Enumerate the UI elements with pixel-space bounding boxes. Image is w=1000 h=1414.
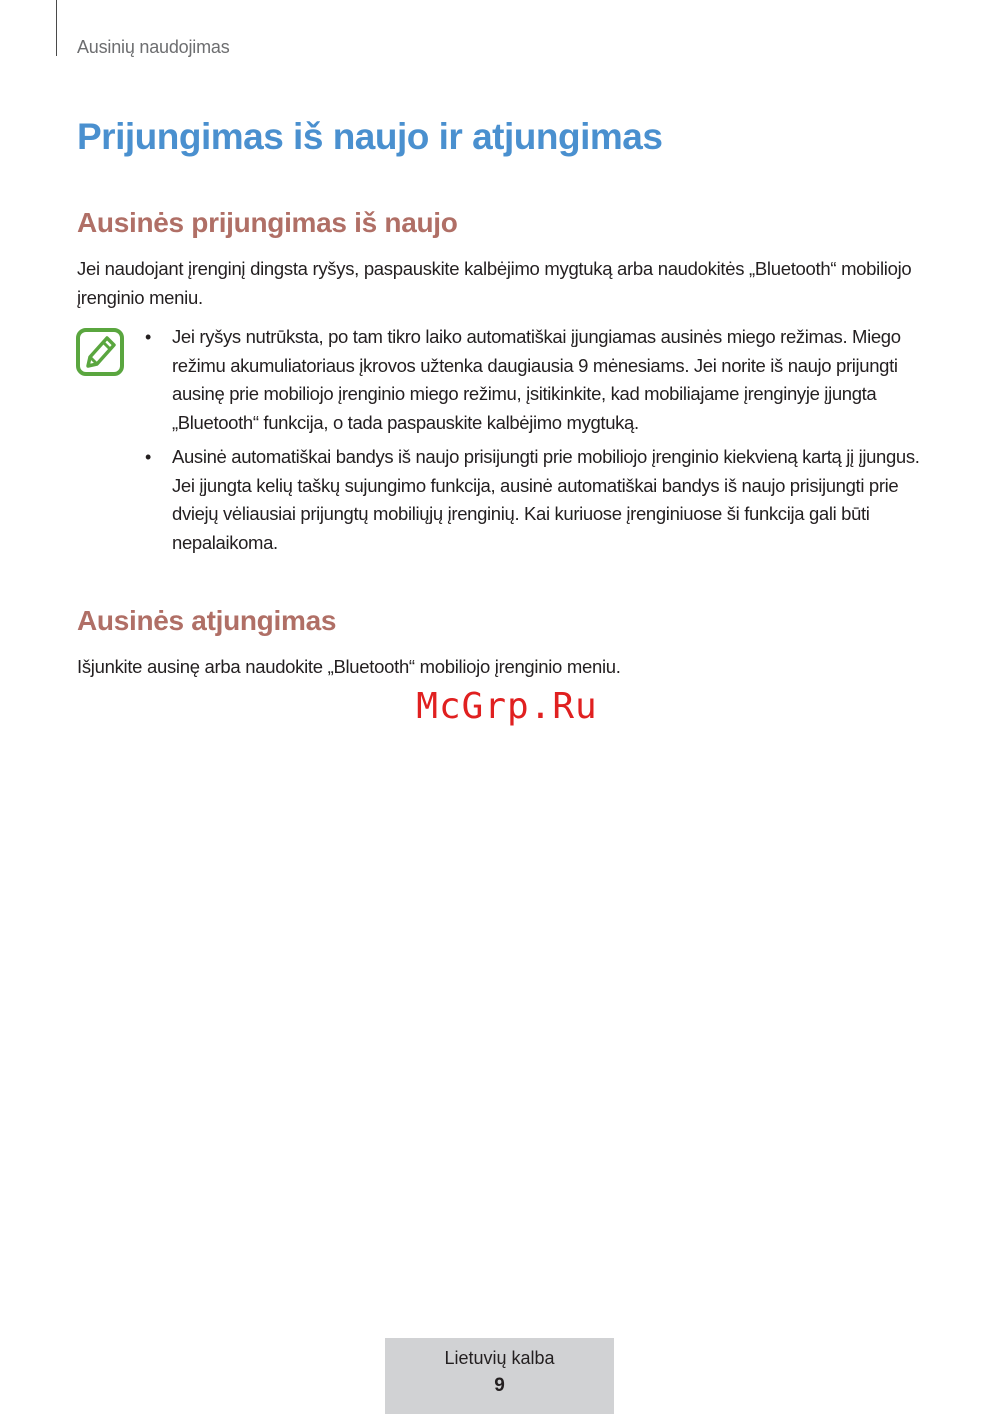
section-heading-disconnect: Ausinės atjungimas bbox=[77, 605, 337, 636]
page-number: 9 bbox=[494, 1375, 505, 1396]
note-pencil-icon bbox=[76, 328, 124, 376]
disconnect-paragraph: Išjunkite ausinę arba naudokite „Bluetooth“ mobiliojo įrenginio meniu. bbox=[77, 656, 621, 677]
footer-language: Lietuvių kalba bbox=[444, 1348, 555, 1368]
note-list-item bbox=[145, 443, 935, 557]
header-margin-line bbox=[56, 0, 57, 56]
running-header: Ausinių naudojimas bbox=[77, 37, 230, 57]
note-list-item bbox=[145, 323, 935, 437]
section-heading-reconnect: Ausinės prijungimas iš naujo bbox=[77, 207, 458, 238]
page-footer bbox=[385, 1338, 614, 1414]
page-title: Prijungimas iš naujo ir atjungimas bbox=[77, 116, 663, 157]
note-list bbox=[145, 323, 935, 563]
watermark: McGrp.Ru bbox=[416, 686, 598, 727]
bullet: • bbox=[145, 327, 152, 347]
note-text: Jei ryšys nutrūksta, po tam tikro laiko automatiškai įjungiamas ausinės miego režimas. Miego režimu akumuliatoriaus įkrovos užtenka daugiausia 9 mėnesiams. Jei norite iš naujo prijungti ausinę prie mobiliojo įrenginio miego režimu, įsitikinkite, kad mobiliajame įrenginyje įjungta „Bluetooth“ funkcija, o tada paspauskite kalbėjimo mygtuką. bbox=[172, 326, 901, 433]
reconnect-paragraph: Jei naudojant įrenginį dingsta ryšys, paspauskite kalbėjimo mygtuką arba naudokitės „Bluetooth“ mobiliojo įrenginio meniu. bbox=[77, 258, 912, 308]
note-text: Ausinė automatiškai bandys iš naujo prisijungti prie mobiliojo įrenginio kiekvieną kartą jį įjungus. Jei įjungta kelių taškų sujungimo funkcija, ausinė automatiškai bandys iš naujo prisijungti prie dviejų vėliausiai prijungtų mobiliųjų įrenginių. Kai kuriuose įrenginiuose ši funkcija gali būti nepalaikoma. bbox=[172, 446, 920, 553]
bullet: • bbox=[145, 447, 152, 467]
